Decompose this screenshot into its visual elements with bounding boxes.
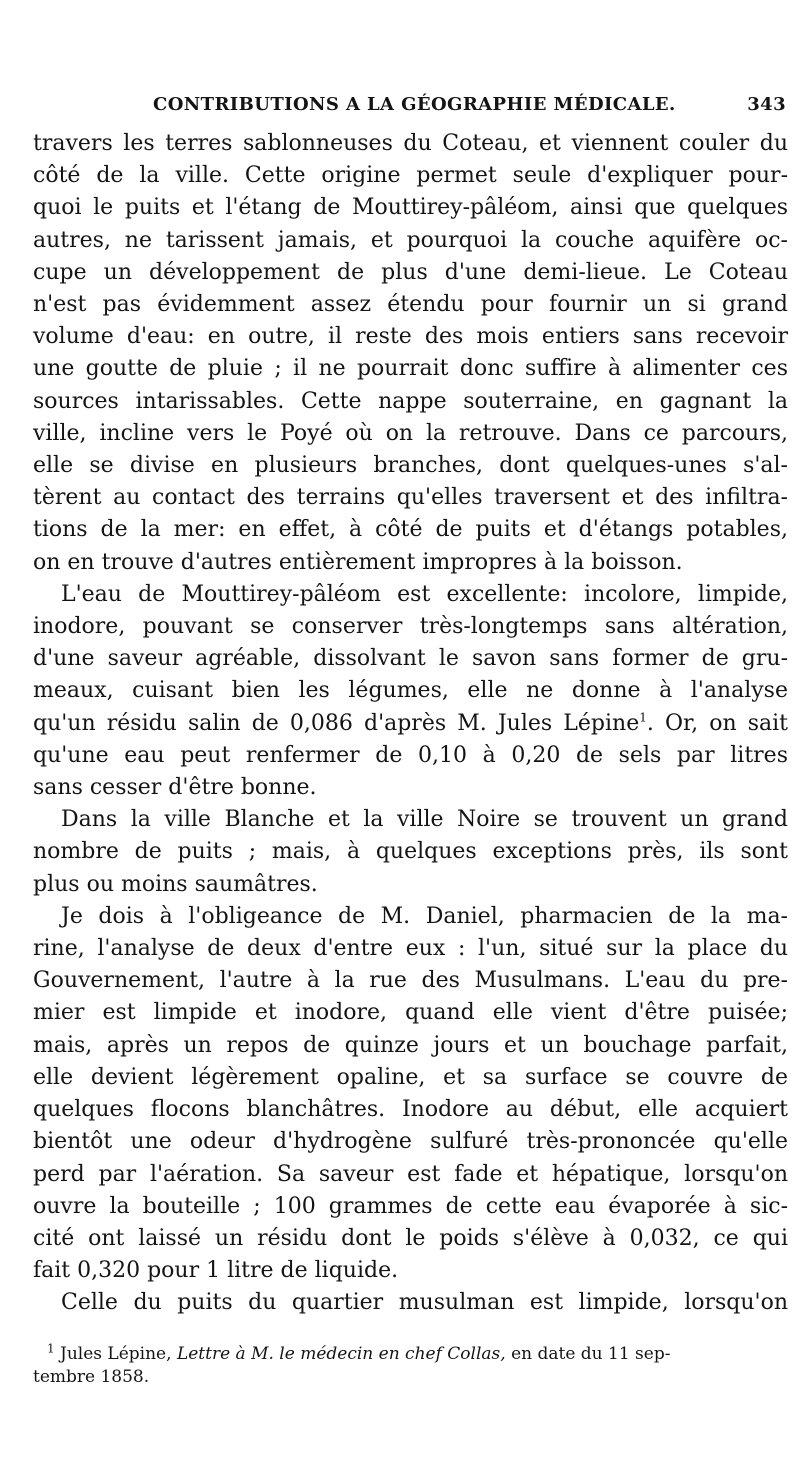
footnote-marker: 1 — [47, 1341, 55, 1356]
text-line: sources intarissables. Cette nappe souterraine, en gagnant la — [33, 388, 788, 414]
text-line: tèrent au contact des terrains qu'elles traversent et des infiltra- — [33, 485, 788, 511]
footnote — [33, 1343, 788, 1389]
text-line: quelques flocons blanchâtres. Inodore au début, elle acquiert — [33, 1097, 788, 1123]
text-line: cité ont laissé un résidu dont le poids s'élève à 0,032, ce qui — [33, 1225, 788, 1251]
page-number: 343 — [747, 94, 786, 115]
text-line: perd par l'aération. Sa saveur est fade et hépatique, lorsqu'on — [33, 1161, 788, 1187]
text-line: on en trouve d'autres entièrement impropres à la boisson. — [33, 549, 683, 575]
text-line: quoi le puits et l'étang de Mouttirey-pâléom, ainsi que quelques — [33, 195, 788, 221]
text-line: ouvre la bouteille ; 100 grammes de cette eau évaporée à sic- — [33, 1193, 788, 1219]
text-segment: qu'un résidu salin de 0,086 d'après M. Jules Lépine — [33, 710, 640, 736]
text-line: nombre de puits ; mais, à quelques exceptions près, ils sont — [33, 839, 788, 865]
text-line: d'une saveur agréable, dissolvant le savon sans former de gru- — [33, 646, 788, 672]
text-line: n'est pas évidemment assez étendu pour fournir un si grand — [33, 292, 788, 318]
footnote-date-continued: tembre 1858. — [33, 1367, 150, 1387]
text-line: une goutte de pluie ; il ne pourrait donc suffire à alimenter ces — [33, 356, 788, 382]
text-line: Je dois à l'obligeance de M. Daniel, pharmacien de la ma- — [61, 903, 788, 929]
text-line-with-footnote-ref — [33, 708, 788, 740]
text-line: inodore, pouvant se conserver très-longtemps sans altération, — [33, 614, 788, 640]
text-line: plus ou moins saumâtres. — [33, 871, 318, 897]
text-line: elle se divise en plusieurs branches, dont quelques-unes s'al- — [33, 453, 788, 479]
footnote-title: Lettre à M. le médecin en chef Collas, — [176, 1344, 506, 1364]
text-line: fait 0,320 pour 1 litre de liquide. — [33, 1258, 399, 1284]
text-line: sans cesser d'être bonne. — [33, 775, 317, 801]
text-line: tions de la mer: en effet, à côté de puits et d'étangs potables, — [33, 517, 788, 543]
footnote-date: en date du 11 sep- — [511, 1344, 671, 1364]
text-line: autres, ne tarissent jamais, et pourquoi la couche aquifère oc- — [33, 227, 788, 253]
text-line: Celle du puits du quartier musulman est limpide, lorsqu'on — [61, 1290, 788, 1316]
body-text — [33, 128, 788, 1320]
footnote-author: Jules Lépine, — [60, 1344, 172, 1364]
text-segment: . Or, on sait — [646, 710, 788, 736]
text-line: travers les terres sablonneuses du Coteau, et viennent couler du — [33, 131, 788, 156]
text-line: meaux, cuisant bien les légumes, elle ne donne à l'analyse — [33, 678, 788, 704]
text-line: elle devient légèrement opaline, et sa surface se couvre de — [33, 1064, 788, 1090]
footnote-reference: 1 — [639, 710, 647, 725]
text-line: bientôt une odeur d'hydrogène sulfuré très-prononcée qu'elle — [33, 1129, 788, 1155]
running-title: CONTRIBUTIONS A LA GÉOGRAPHIE MÉDICALE. — [153, 94, 676, 115]
text-line: volume d'eau: en outre, il reste des mois entiers sans recevoir — [33, 324, 788, 350]
text-line: mier est limpide et inodore, quand elle vient d'être puisée; — [33, 1000, 788, 1026]
text-line: mais, après un repos de quinze jours et un bouchage parfait, — [33, 1032, 788, 1058]
running-header — [33, 94, 786, 124]
text-line: rine, l'analyse de deux d'entre eux : l'un, situé sur la place du — [33, 936, 788, 962]
text-line: cupe un développement de plus d'une demi-lieue. Le Coteau — [33, 259, 788, 285]
footnote-line — [33, 1343, 788, 1366]
text-line: ville, incline vers le Poyé où on la retrouve. Dans ce parcours, — [33, 420, 788, 446]
text-line: Dans la ville Blanche et la ville Noire se trouvent un grand — [61, 807, 788, 833]
text-line: côté de la ville. Cette origine permet seule d'expliquer pour- — [33, 163, 788, 189]
text-line: Gouvernement, l'autre à la rue des Musulmans. L'eau du pre- — [33, 968, 788, 994]
text-line: qu'une eau peut renfermer de 0,10 à 0,20 de sels par litres — [33, 742, 788, 768]
text-line: L'eau de Mouttirey-pâléom est excellente: incolore, limpide, — [61, 581, 788, 607]
footnote-line — [33, 1366, 788, 1389]
